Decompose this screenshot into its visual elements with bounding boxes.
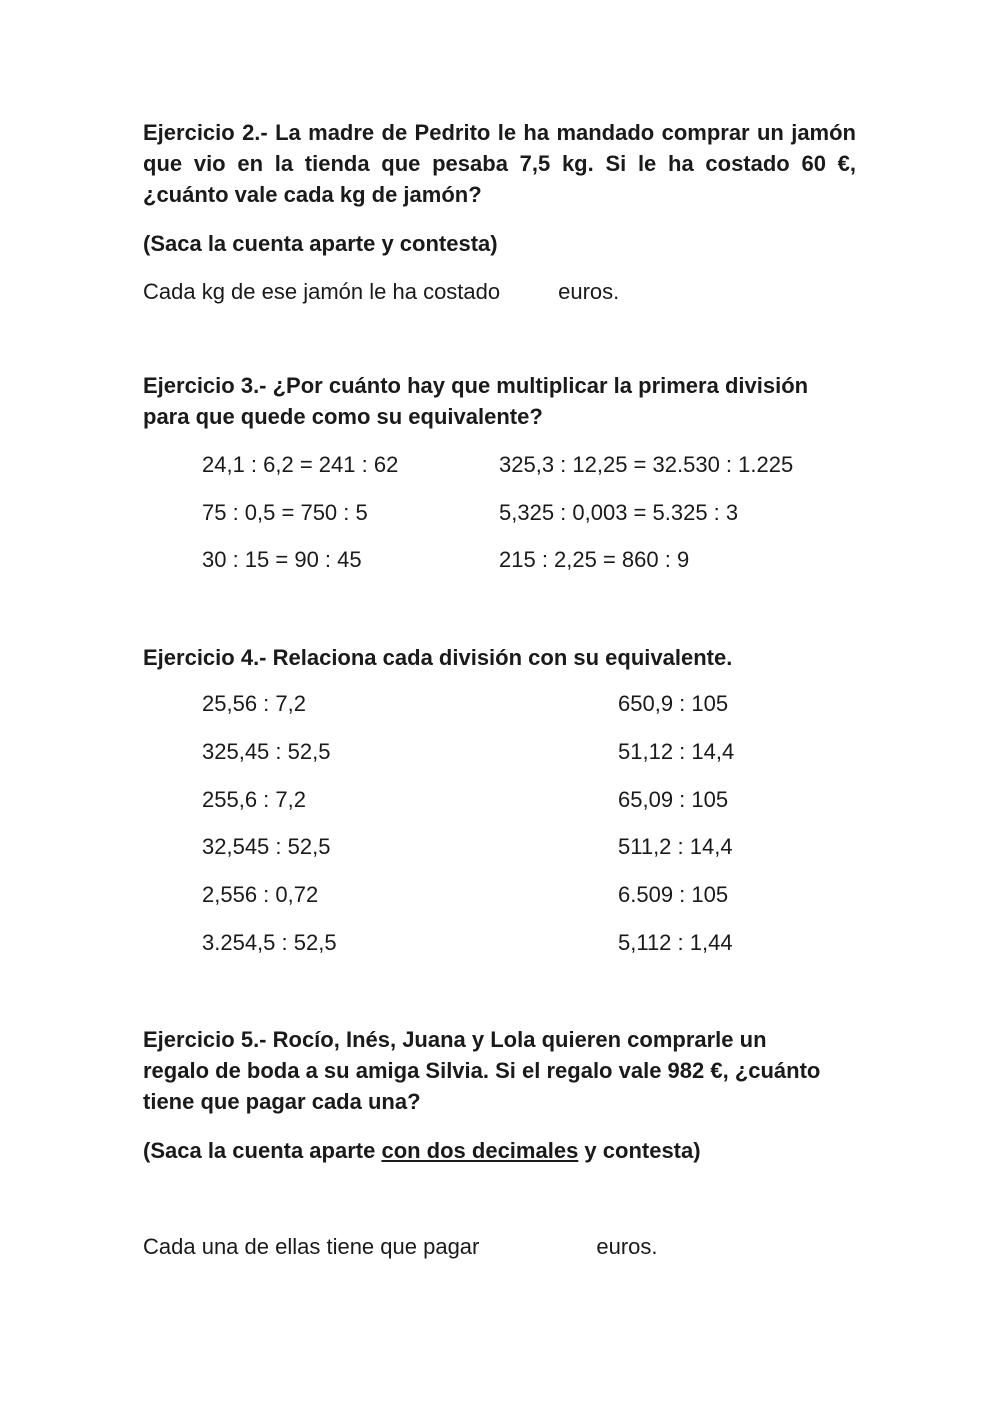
exercise-4-left-division[interactable]: 2,556 : 0,72 — [202, 882, 319, 907]
exercise-2-answer-prefix: Cada kg de ese jamón le ha costado — [143, 279, 501, 304]
exercise-3-equation: 215 : 2,25 = 860 : 9 — [499, 547, 690, 572]
exercise-3-equation: 24,1 : 6,2 = 241 : 62 — [202, 452, 399, 477]
exercise-5-instruction-start: (Saca la cuenta aparte — [143, 1138, 382, 1163]
exercise-4-statement: Ejercicio 4.- Relaciona cada división con su equivalente. — [143, 645, 733, 670]
exercise-5-answer-suffix: euros. — [596, 1234, 658, 1259]
exercise-4-right-division[interactable]: 6.509 : 105 — [618, 882, 729, 907]
exercise-5-instruction-end: y contesta) — [578, 1138, 701, 1163]
exercise-3-equation: 75 : 0,5 = 750 : 5 — [202, 500, 368, 525]
exercise-4-right-division[interactable]: 650,9 : 105 — [618, 691, 729, 716]
exercise-3-equation: 325,3 : 12,25 = 32.530 : 1.225 — [499, 452, 794, 477]
exercise-5-answer-prefix: Cada una de ellas tiene que pagar — [143, 1234, 480, 1259]
exercise-5-instruction — [143, 1135, 856, 1166]
exercise-4-left-division[interactable]: 255,6 : 7,2 — [202, 787, 306, 812]
exercise-3-equation: 30 : 15 = 90 : 45 — [202, 547, 362, 572]
exercise-2-statement: Ejercicio 2.- La madre de Pedrito le ha mandado comprar un jamón que vio en la tienda que pesaba 7,5 kg. Si le ha costado 60 €, ¿cuánto vale cada kg de jamón? — [143, 120, 856, 207]
exercise-2-answer-suffix: euros. — [558, 279, 620, 304]
exercise-4-left-division[interactable]: 32,545 : 52,5 — [202, 834, 331, 859]
exercise-4-right-division[interactable]: 511,2 : 14,4 — [618, 834, 733, 859]
exercise-4-right-division[interactable]: 51,12 : 14,4 — [618, 739, 735, 764]
exercise-3-statement: Ejercicio 3.- ¿Por cuánto hay que multiplicar la primera división para que quede como su equivalente? — [143, 373, 809, 429]
exercise-2-instruction: (Saca la cuenta aparte y contesta) — [143, 231, 498, 256]
exercise-5-statement: Ejercicio 5.- Rocío, Inés, Juana y Lola quieren comprarle un regalo de boda a su amiga Silvia. Si el regalo vale 982 €, ¿cuánto tiene que pagar cada una? — [143, 1027, 821, 1114]
exercise-4-left-division[interactable]: 25,56 : 7,2 — [202, 691, 306, 716]
exercise-3-equation: 5,325 : 0,003 = 5.325 : 3 — [499, 500, 739, 525]
exercise-5-answer-line — [143, 1231, 856, 1262]
exercise-4-right-division[interactable]: 5,112 : 1,44 — [618, 930, 733, 955]
exercise-5-instruction-underlined: con dos decimales — [381, 1138, 579, 1163]
exercise-4-right-division[interactable]: 65,09 : 105 — [618, 787, 729, 812]
exercise-2-answer-line — [143, 276, 856, 307]
exercise-4-left-division[interactable]: 325,45 : 52,5 — [202, 739, 331, 764]
exercise-4-left-division[interactable]: 3.254,5 : 52,5 — [202, 930, 337, 955]
